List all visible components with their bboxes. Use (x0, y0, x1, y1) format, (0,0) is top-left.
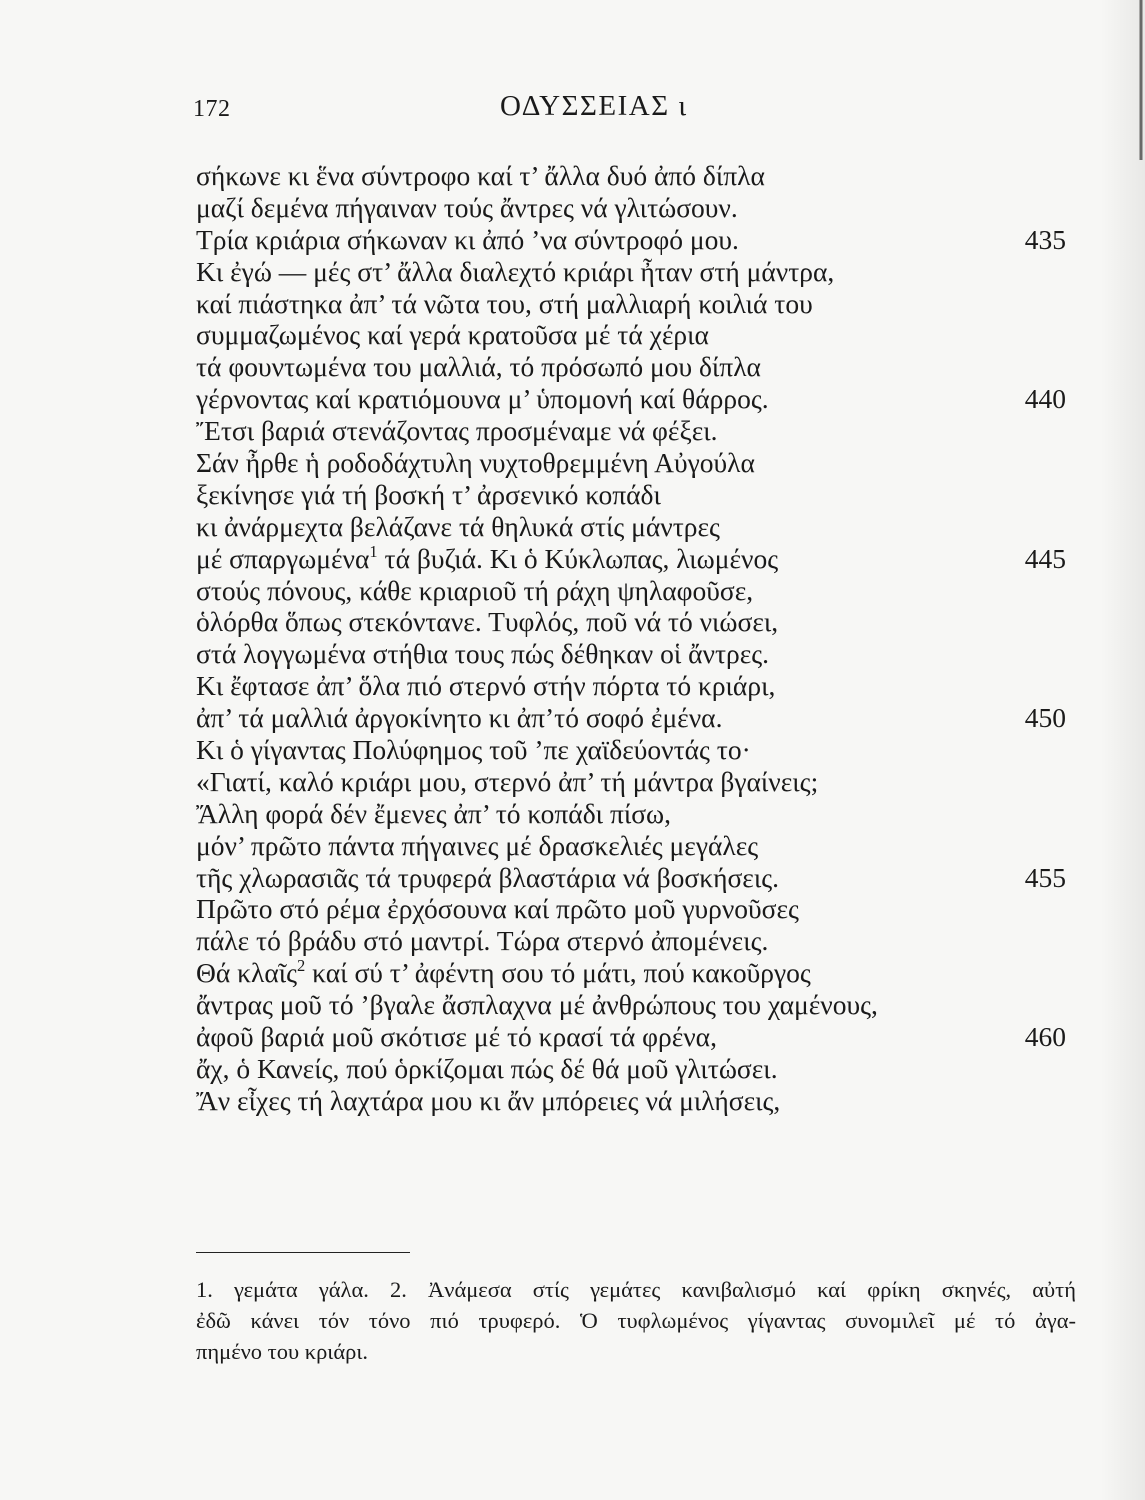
verse-line (196, 830, 1076, 862)
verse-text: Ἄλλη φορά δέν ἔμενες ἀπ’ τό κοπάδι πίσω, (196, 797, 672, 829)
verse-text: κι ἀνάρμεχτα βελάζανε τά θηλυκά στίς μάντρες (196, 510, 720, 542)
verse-line (196, 734, 1076, 766)
verse-line (196, 575, 1076, 607)
verse-line (196, 702, 1076, 734)
verse-line (196, 415, 1076, 447)
verse-text: Θά κλαῖς (196, 957, 298, 989)
verse-line (196, 511, 1076, 543)
verse-line (196, 606, 1076, 638)
line-number: 435 (1024, 223, 1066, 255)
verse-line (196, 447, 1076, 479)
verse-line (196, 766, 1076, 798)
verse-text: Ἔτσι βαριά στενάζοντας προσμέναμε νά φέξει. (196, 415, 718, 447)
verse-line (196, 160, 1076, 192)
verse-line (196, 543, 1076, 575)
verse-text: καί πιάστηκα ἀπ’ τά νῶτα του, στή μαλλιαρή κοιλιά του (196, 287, 813, 319)
verse-line (196, 862, 1076, 894)
verse-line (196, 192, 1076, 224)
verse-line (196, 798, 1076, 830)
verse-text: Πρῶτο στό ρέμα ἐρχόσουνα καί πρῶτο μοῦ γυρνοῦσες (196, 893, 799, 925)
line-number: 455 (1024, 861, 1066, 893)
footnotes (196, 1274, 1076, 1367)
verse-line (196, 1085, 1076, 1117)
verse-line (196, 670, 1076, 702)
verse-text: Κι ἔφτασε ἀπ’ ὅλα πιό στερνό στήν πόρτα τό κριάρι, (196, 670, 776, 702)
verse-line (196, 319, 1076, 351)
verse-text: ἀφοῦ βαριά μοῦ σκότισε μέ τό κρασί τά φρένα, (196, 1021, 717, 1053)
footnote-line: πημένο του κριάρι. (196, 1339, 369, 1364)
verse-line (196, 256, 1076, 288)
footnote-line: ἐδῶ κάνει τόν τόνο πιό τρυφερό. Ὁ τυφλωμένος γίγαντας συνομιλεῖ μέ τό ἀγα- (196, 1308, 1076, 1333)
verse-text: ξεκίνησε γιά τή βοσκή τ’ ἀρσενικό κοπάδι (196, 478, 661, 510)
verse-text-continued: τά βυζιά. Κι ὁ Κύκλωπας, λιωμένος (377, 542, 779, 574)
verse-line (196, 383, 1076, 415)
verse-line (196, 224, 1076, 256)
verse-text: Τρία κριάρια σήκωναν κι ἀπό ’να σύντροφό μου. (196, 223, 739, 255)
verse-line (196, 1021, 1076, 1053)
verse-line (196, 479, 1076, 511)
verse-line (196, 638, 1076, 670)
verse-text: μαζί δεμένα πήγαιναν τούς ἄντρες νά γλιτώσουν. (196, 191, 738, 223)
verse-text: πάλε τό βράδυ στό μαντρί. Τώρα στερνό ἀπομένεις. (196, 925, 769, 957)
verse-text: μόν’ πρῶτο πάντα πήγαινες μέ δρασκελιές μεγάλες (196, 829, 759, 861)
verse-text: ἀπ’ τά μαλλιά ἀργοκίνητο κι ἀπ’τό σοφό ἐμένα. (196, 702, 723, 734)
verse-text: συμμαζωμένος καί γερά κρατοῦσα μέ τά χέρια (196, 319, 709, 351)
verse-text: σήκωνε κι ἕνα σύντροφο καί τ’ ἄλλα δυό ἀπό δίπλα (196, 160, 765, 191)
verse-text: τῆς χλωρασιᾶς τά τρυφερά βλαστάρια νά βοσκήσεις. (196, 861, 779, 893)
line-number: 445 (1024, 542, 1066, 574)
line-number: 440 (1024, 383, 1066, 415)
verse-text: στούς πόνους, κάθε κριαριοῦ τή ράχη ψηλαφοῦσε, (196, 574, 754, 606)
verse-line (196, 893, 1076, 925)
verse-text: στά λογγωμένα στήθια τους πώς δέθηκαν οἱ ἄντρες. (196, 638, 770, 670)
verse-line (196, 925, 1076, 957)
verse-text-continued: καί σύ τ’ ἀφέντη σου τό μάτι, πού κακοῦργος (305, 957, 811, 989)
verse-block (196, 160, 1076, 1117)
verse-line (196, 1053, 1076, 1085)
verse-line (196, 351, 1076, 383)
verse-text: «Γιατί, καλό κριάρι μου, στερνό ἀπ’ τή μάντρα βγαίνεις; (196, 765, 819, 797)
verse-text: ἄντρας μοῦ τό ’βγαλε ἄσπλαχνα μέ ἀνθρώπους του χαμένους, (196, 989, 878, 1021)
footnote-rule (196, 1252, 410, 1253)
verse-text: γέρνοντας καί κρατιόμουνα μ’ ὑπομονή καί θάρρος. (196, 383, 769, 415)
verse-line (196, 957, 1076, 989)
footnote-marker: 2 (297, 956, 306, 976)
line-number: 460 (1024, 1021, 1066, 1053)
verse-text: Σάν ἦρθε ἡ ροδοδάχτυλη νυχτοθρεμμένη Αὐγούλα (196, 447, 755, 479)
page-number: 172 (193, 96, 231, 122)
verse-text: Κι ὁ γίγαντας Πολύφημος τοῦ ’πε χαϊδεύοντάς το· (196, 734, 751, 766)
verse-text: τά φουντωμένα του μαλλιά, τό πρόσωπό μου δίπλα (196, 351, 761, 383)
running-head: ΟΔΥΣΣΕΙΑΣ ι (500, 90, 688, 122)
verse-text: Ἄν εἶχες τή λαχτάρα μου κι ἄν μπόρειες νά μιλήσεις, (196, 1084, 781, 1116)
verse-text: Κι ἐγώ — μές στ’ ἄλλα διαλεχτό κριάρι ἦταν στή μάντρα, (196, 255, 835, 287)
verse-line (196, 989, 1076, 1021)
footnote-marker: 1 (369, 541, 378, 561)
verse-text: ὁλόρθα ὅπως στεκόντανε. Τυφλός, ποῦ νά τό νιώσει, (196, 606, 779, 638)
verse-text: ἄχ, ὁ Κανείς, πού ὁρκίζομαι πώς δέ θά μοῦ γλιτώσει. (196, 1052, 778, 1084)
verse-line (196, 288, 1076, 320)
footnote-line: 1. γεμάτα γάλα. 2. Ἀνάμεσα στίς γεμάτες κανιβαλισμό καί φρίκη σκηνές, αὐτή (196, 1277, 1076, 1302)
verse-text: μέ σπαργωμένα (196, 542, 370, 574)
line-number: 450 (1024, 702, 1066, 734)
